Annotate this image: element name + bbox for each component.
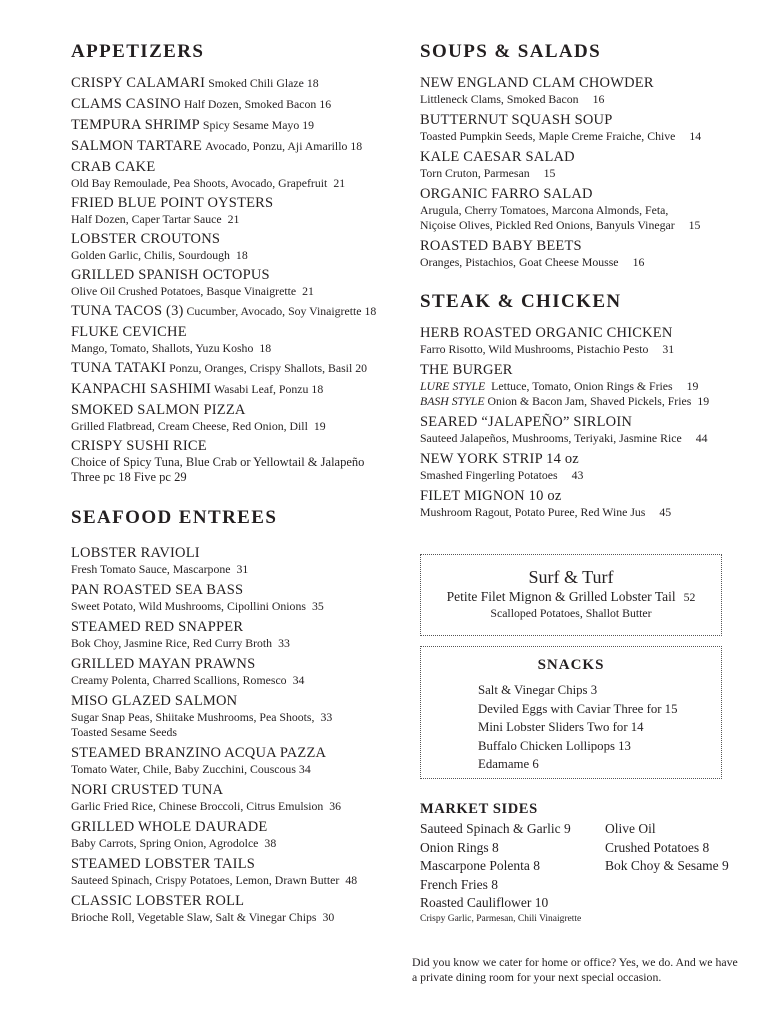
item-price: 21 <box>227 212 240 226</box>
menu-item <box>71 359 396 377</box>
item-desc: Sweet Potato, Wild Mushrooms, Cipollini Onions <box>71 599 306 613</box>
item-detail: Ponzu, Oranges, Crispy Shallots, Basil <box>169 361 353 375</box>
item-desc: Sugar Snap Peas, Shiitake Mushrooms, Pea Shoots, <box>71 710 315 724</box>
item-desc: Bok Choy, Jasmine Rice, Red Curry Broth <box>71 636 273 650</box>
item-price: 19 <box>302 118 315 132</box>
item-desc: Choice of Spicy Tuna, Blue Crab or Yellowtail & Jalapeño <box>71 455 365 469</box>
snacks-list <box>478 681 721 774</box>
item-desc: Olive Oil Crushed Potatoes, Basque Vinaigrette <box>71 284 297 298</box>
item-price: 18 <box>311 382 324 396</box>
list-item: Mini Lobster Sliders Two for 14 <box>478 720 644 734</box>
surf-turf-box <box>420 554 722 636</box>
item-name: ORGANIC FARRO SALAD <box>420 186 593 202</box>
item-price: 45 <box>659 505 672 519</box>
item-price: 21 <box>302 284 314 298</box>
steak-heading: STEAK & CHICKEN <box>420 291 622 312</box>
item-desc: Golden Garlic, Chilis, Sourdough <box>71 248 230 262</box>
menu-item <box>71 618 396 651</box>
item-price: 18 <box>306 76 319 90</box>
menu-item <box>420 324 755 357</box>
item-name: CRAB CAKE <box>71 159 156 175</box>
item-desc-2: Niçoise Olives, Pickled Red Onions, Banyuls Vinegar <box>420 218 675 232</box>
item-desc: Grilled Flatbread, Cream Cheese, Red Onion, Dill <box>71 419 308 433</box>
item-price: 36 <box>329 799 342 813</box>
menu-item <box>420 111 755 144</box>
menu-item <box>71 194 396 227</box>
list-item: Roasted Cauliflower 10 <box>420 895 549 910</box>
surf-turf-price: 52 <box>683 590 696 604</box>
item-price: 34 <box>292 673 305 687</box>
item-price: 43 <box>571 468 584 482</box>
sides-column-1 <box>420 820 605 925</box>
item-name: PAN ROASTED SEA BASS <box>71 582 244 598</box>
item-name: SMOKED SALMON PIZZA <box>71 402 246 418</box>
item-name: THE BURGER <box>420 362 513 378</box>
item-detail: Avocado, Ponzu, Aji Amarillo <box>205 139 348 153</box>
item-desc: Baby Carrots, Spring Onion, Agrodolce <box>71 836 259 850</box>
menu-item <box>71 892 396 925</box>
menu-item <box>420 450 755 483</box>
snacks-title: SNACKS <box>537 657 605 673</box>
item-name: BUTTERNUT SQUASH SOUP <box>420 112 613 128</box>
sides-heading: MARKET SIDES <box>420 801 538 817</box>
list-item: Salt & Vinegar Chips 3 <box>478 683 598 697</box>
item-price: 19 <box>697 394 710 408</box>
item-name: GRILLED WHOLE DAURADE <box>71 819 268 835</box>
menu-item <box>71 692 396 740</box>
list-item: Bok Choy & Sesame 9 <box>605 858 729 873</box>
seafood-heading: SEAFOOD ENTREES <box>71 507 278 528</box>
menu-item <box>71 401 396 434</box>
item-price: 14 <box>689 129 702 143</box>
item-desc: Sauteed Spinach, Crispy Potatoes, Lemon, Drawn Butter <box>71 873 340 887</box>
menu-item <box>71 266 396 299</box>
item-desc: Brioche Roll, Vegetable Slaw, Salt & Vinegar Chips <box>71 910 317 924</box>
surf-turf-title: Surf & Turf <box>528 567 614 587</box>
item-desc: Fresh Tomato Sauce, Mascarpone <box>71 562 231 576</box>
item-name: FILET MIGNON 10 oz <box>420 488 562 504</box>
item-name: CRISPY CALAMARI <box>71 75 206 91</box>
list-item: Buffalo Chicken Lollipops 13 <box>478 738 631 753</box>
menu-item <box>71 302 396 320</box>
item-desc: Tomato Water, Chile, Baby Zucchini, Couscous <box>71 762 296 776</box>
item-price: 31 <box>662 342 675 356</box>
item-name: LOBSTER RAVIOLI <box>71 545 200 561</box>
item-name: FRIED BLUE POINT OYSTERS <box>71 195 274 211</box>
item-price: 34 <box>298 762 311 776</box>
item-desc: Mushroom Ragout, Potato Puree, Red Wine Jus <box>420 505 646 519</box>
item-desc: Farro Risotto, Wild Mushrooms, Pistachio Pesto <box>420 342 649 356</box>
item-name: TEMPURA SHRIMP <box>71 117 200 133</box>
item-desc: Sauteed Jalapeños, Mushrooms, Teriyaki, Jasmine Rice <box>420 431 682 445</box>
item-price: 21 <box>333 176 346 190</box>
item-name: CLAMS CASINO <box>71 96 181 112</box>
item-price: 20 <box>355 361 368 375</box>
item-price: 16 <box>632 255 645 269</box>
menu-item <box>71 437 396 485</box>
item-price: 31 <box>236 562 249 576</box>
item-detail: Wasabi Leaf, Ponzu <box>214 382 309 396</box>
item-price: 18 <box>350 139 363 153</box>
item-price: 38 <box>264 836 277 850</box>
item-name: STEAMED LOBSTER TAILS <box>71 856 256 872</box>
menu-item <box>420 74 755 107</box>
right-column <box>420 40 755 524</box>
style-label: LURE STYLE <box>420 379 486 393</box>
list-item: Edamame 6 <box>478 757 539 771</box>
menu-item <box>71 380 396 398</box>
item-name: SALMON TARTARE <box>71 138 203 154</box>
menu-item <box>71 781 396 814</box>
item-name: NORI CRUSTED TUNA <box>71 782 224 798</box>
menu-item <box>420 487 755 520</box>
item-detail: Half Dozen, Smoked Bacon <box>183 97 317 111</box>
item-name: CRISPY SUSHI RICE <box>71 438 207 454</box>
menu-item <box>420 413 755 446</box>
list-item: Olive Oil <box>605 821 656 836</box>
market-sides <box>420 800 760 924</box>
item-desc: Old Bay Remoulade, Pea Shoots, Avocado, Grapefruit <box>71 176 328 190</box>
menu-item <box>71 74 396 92</box>
item-desc: Oranges, Pistachios, Goat Cheese Mousse <box>420 255 619 269</box>
item-price: 15 <box>688 218 701 232</box>
item-name: NEW ENGLAND CLAM CHOWDER <box>420 75 654 91</box>
snacks-box <box>420 646 722 779</box>
menu-item <box>420 361 755 409</box>
left-column <box>71 40 396 929</box>
menu-item <box>71 655 396 688</box>
item-price: 30 <box>322 910 335 924</box>
item-name: KANPACHI SASHIMI <box>71 381 212 397</box>
menu-item <box>420 148 755 181</box>
list-item: Crushed Potatoes 8 <box>605 839 710 855</box>
item-desc: Toasted Pumpkin Seeds, Maple Creme Fraiche, Chive <box>420 129 676 143</box>
style-label: BASH STYLE <box>420 394 485 408</box>
item-price: 19 <box>313 419 326 433</box>
item-desc: Half Dozen, Caper Tartar Sauce <box>71 212 222 226</box>
list-item: Sauteed Spinach & Garlic 9 <box>420 821 571 836</box>
item-name: HERB ROASTED ORGANIC CHICKEN <box>420 325 673 341</box>
item-desc: Lettuce, Tomato, Onion Rings & Fries <box>491 379 673 393</box>
list-item: Mascarpone Polenta 8 <box>420 858 540 873</box>
item-price: 16 <box>319 97 332 111</box>
surf-turf-sub: Scalloped Potatoes, Shallot Butter <box>490 606 652 620</box>
menu-item <box>71 137 396 155</box>
item-desc: Smashed Fingerling Potatoes <box>420 468 558 482</box>
menu-item <box>420 237 755 270</box>
menu-item <box>71 855 396 888</box>
item-price: 19 <box>686 379 699 393</box>
item-price: 18 <box>364 304 377 318</box>
soups-heading: SOUPS & SALADS <box>420 41 602 62</box>
item-desc: Arugula, Cherry Tomatoes, Marcona Almonds, Feta, <box>420 203 669 217</box>
list-item: French Fries 8 <box>420 876 498 892</box>
item-name: SEARED “JALAPEÑO” SIRLOIN <box>420 414 633 430</box>
item-price: 44 <box>695 431 708 445</box>
item-name: CLASSIC LOBSTER ROLL <box>71 893 245 909</box>
item-name: MISO GLAZED SALMON <box>71 693 238 709</box>
item-desc-2: Onion & Bacon Jam, Shaved Pickels, Fries <box>487 394 692 408</box>
item-price: 18 <box>235 248 248 262</box>
appetizers-heading: APPETIZERS <box>71 41 205 62</box>
item-desc-2: Three pc 18 Five pc 29 <box>71 470 187 484</box>
item-name: TUNA TACOS (3) <box>71 303 184 319</box>
item-name: TUNA TATAKI <box>71 360 167 376</box>
menu-item <box>420 185 755 233</box>
item-name: ROASTED BABY BEETS <box>420 238 582 254</box>
item-price: 48 <box>345 873 358 887</box>
item-desc: Mango, Tomato, Shallots, Yuzu Kosho <box>71 341 254 355</box>
item-name: GRILLED MAYAN PRAWNS <box>71 656 256 672</box>
item-detail: Spicy Sesame Mayo <box>202 118 300 132</box>
item-name: FLUKE CEVICHE <box>71 324 187 340</box>
item-name: STEAMED BRANZINO ACQUA PAZZA <box>71 745 327 761</box>
item-price: 15 <box>543 166 556 180</box>
menu-item <box>71 116 396 134</box>
item-desc: Littleneck Clams, Smoked Bacon <box>420 92 579 106</box>
item-price: 35 <box>311 599 324 613</box>
surf-turf-line: Petite Filet Mignon & Grilled Lobster Tail <box>446 589 676 604</box>
menu-item <box>71 581 396 614</box>
item-desc: Garlic Fried Rice, Chinese Broccoli, Citrus Emulsion <box>71 799 324 813</box>
item-name: STEAMED RED SNAPPER <box>71 619 244 635</box>
item-desc: Torn Cruton, Parmesan <box>420 166 530 180</box>
item-name: LOBSTER CROUTONS <box>71 231 221 247</box>
menu-item <box>71 818 396 851</box>
menu-item <box>71 95 396 113</box>
footer-note: Did you know we cater for home or office? Yes, we do. And we have a private dining room for your next special occasion. <box>412 955 738 984</box>
item-name: KALE CAESAR SALAD <box>420 149 575 165</box>
item-name: GRILLED SPANISH OCTOPUS <box>71 267 270 283</box>
list-item: Deviled Eggs with Caviar Three for 15 <box>478 701 678 716</box>
item-price: 18 <box>259 341 272 355</box>
menu-item <box>71 158 396 191</box>
item-desc-2: Toasted Sesame Seeds <box>71 725 177 739</box>
item-desc: Creamy Polenta, Charred Scallions, Romesco <box>71 673 287 687</box>
sides-note: Crispy Garlic, Parmesan, Chili Vinaigrette <box>420 913 582 924</box>
menu-item <box>71 323 396 356</box>
item-detail: Smoked Chili Glaze <box>208 76 304 90</box>
item-detail: Cucumber, Avocado, Soy Vinaigrette <box>186 304 362 318</box>
item-price: 16 <box>592 92 605 106</box>
item-price: 33 <box>320 710 333 724</box>
menu-item <box>71 744 396 777</box>
sides-column-2 <box>605 820 765 876</box>
item-name: NEW YORK STRIP 14 oz <box>420 451 579 467</box>
menu-item <box>71 230 396 263</box>
menu-item <box>71 544 396 577</box>
item-price: 33 <box>278 636 290 650</box>
list-item: Onion Rings 8 <box>420 839 499 855</box>
